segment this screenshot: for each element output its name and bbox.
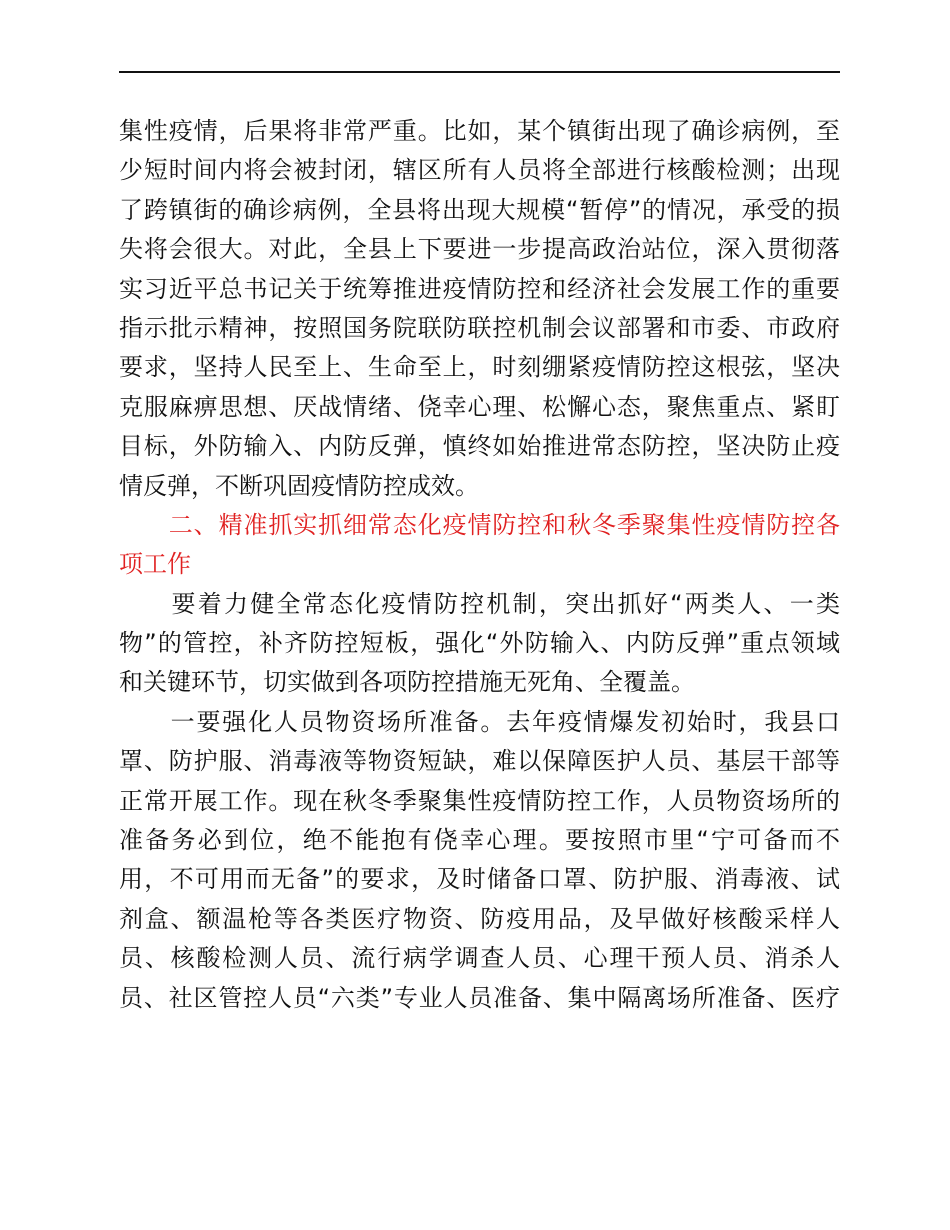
text-line: 员、社区管控人员“六类”专业人员准备、集中隔离场所准备、医疗 <box>119 983 840 1012</box>
text-line: 物”的管控，补齐防控短板，强化“外防输入、内防反弹”重点领域 <box>119 629 840 658</box>
text-line: 指示批示精神，按照国务院联防联控机制会议部署和市委、市政府 <box>119 313 840 342</box>
text-line: 正常开展工作。现在秋冬季聚集性疫情防控工作，人员物资场所的 <box>119 786 840 815</box>
section-heading-line: 二、精准抓实抓细常态化疫情防控和秋冬季聚集性疫情防控各 <box>119 510 840 539</box>
text-line: 一要强化人员物资场所准备。去年疫情爆发初始时，我县口 <box>119 707 840 736</box>
document-body <box>119 112 840 1018</box>
text-line: 了跨镇街的确诊病例，全县将出现大规模“暂停”的情况，承受的损 <box>119 195 840 224</box>
text-line: 剂盒、额温枪等各类医疗物资、防疫用品，及早做好核酸采样人 <box>119 904 840 933</box>
text-line: 要着力健全常态化疫情防控机制，突出抓好“两类人、一类 <box>119 589 840 618</box>
text-line: 用，不可用而无备”的要求，及时储备口罩、防护服、消毒液、试 <box>119 865 840 894</box>
header-rule <box>119 71 840 73</box>
text-line: 失将会很大。对此，全县上下要进一步提高政治站位，深入贯彻落 <box>119 235 840 264</box>
text-line: 和关键环节，切实做到各项防控措施无死角、全覆盖。 <box>119 668 695 697</box>
text-line: 罩、防护服、消毒液等物资短缺，难以保障医护人员、基层干部等 <box>119 747 840 776</box>
text-line: 少短时间内将会被封闭，辖区所有人员将全部进行核酸检测；出现 <box>119 156 840 185</box>
text-line: 情反弹，不断巩固疫情防控成效。 <box>119 471 479 500</box>
text-line: 准备务必到位，绝不能抱有侥幸心理。要按照市里“宁可备而不 <box>119 826 840 855</box>
text-line: 目标，外防输入、内防反弹，慎终如始推进常态防控，坚决防止疫 <box>119 432 840 461</box>
section-heading-line: 项工作 <box>119 550 191 579</box>
text-line: 要求，坚持人民至上、生命至上，时刻绷紧疫情防控这根弦，坚决 <box>119 353 840 382</box>
text-line: 员、核酸检测人员、流行病学调查人员、心理干预人员、消杀人 <box>119 944 840 973</box>
text-line: 克服麻痹思想、厌战情绪、侥幸心理、松懈心态，聚焦重点、紧盯 <box>119 392 840 421</box>
text-line: 集性疫情，后果将非常严重。比如，某个镇街出现了确诊病例，至 <box>119 117 840 145</box>
text-line: 实习近平总书记关于统筹推进疫情防控和经济社会发展工作的重要 <box>119 274 840 303</box>
